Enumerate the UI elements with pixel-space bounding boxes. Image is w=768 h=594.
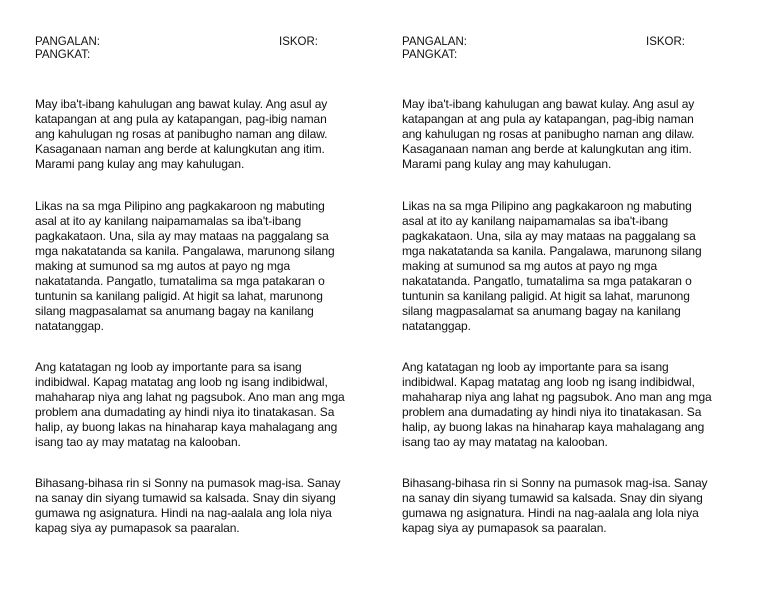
paragraph-inner-strength: Ang katatagan ng loob ay importante para sa isang indibidwal. Kapag matatag ang loob ng isang indibidwal, mahaharap niya ang lahat ng pagsubok. Ano man ang mga problem ana dumadating ay hindi niya ito tinatakasan. Sa halip, ay buong lakas na hinaharap kaya mahalagang ang isang tao ay may matatag na kalooban. xyxy=(35,360,345,449)
worksheet-right xyxy=(402,35,738,535)
worksheet-header xyxy=(402,35,738,63)
group-label: PANGKAT: xyxy=(35,49,91,61)
score-label: ISKOR: xyxy=(279,36,318,48)
worksheet-header xyxy=(35,35,371,63)
paragraph-inner-strength: Ang katatagan ng loob ay importante para sa isang indibidwal. Kapag matatag ang loob ng isang indibidwal, mahaharap niya ang lahat ng pagsubok. Ano man ang mga problem ana dumadating ay hindi niya ito tinatakasan. Sa halip, ay buong lakas na hinaharap kaya mahalagang ang isang tao ay may matatag na kalooban. xyxy=(402,360,712,449)
paragraph-colors: May iba't-ibang kahulugan ang bawat kulay. Ang asul ay katapangan at ang pula ay katapangan, pag-ibig naman ang kahulugan ng rosas at panibugho naman ang dilaw. Kasaganaan naman ang berde at kalungkutan ang itim. Marami pang kulay ang may kahulugan. xyxy=(402,97,695,171)
paragraph-filipino-manners: Likas na sa mga Pilipino ang pagkakaroon ng mabuting asal at ito ay kanilang naipamamalas sa iba't-ibang pagkakataon. Una, sila ay may mataas na paggalang sa mga nakatatanda sa kanila. Pangalawa, marunong silang making at sumunod sa mg autos at payo ng mga nakatatanda. Pangatlo, tumatalima sa mga patakaran o tuntunin sa kanilang paligid. At higit sa lahat, marunong silang magpasalamat sa anumang bagay na kanilang natatanggap. xyxy=(402,199,702,333)
group-label: PANGKAT: xyxy=(402,49,458,61)
worksheet-left xyxy=(35,35,371,535)
name-label: PANGALAN: xyxy=(402,36,467,48)
paragraph-sonny: Bihasang-bihasa rin si Sonny na pumasok mag-isa. Sanay na sanay din siyang tumawid sa kalsada. Snay din siyang gumawa ng asignatura. Hindi na nag-aalala ang lola niya kapag siya ay pumapasok sa paaralan. xyxy=(402,476,708,535)
paragraph-sonny: Bihasang-bihasa rin si Sonny na pumasok mag-isa. Sanay na sanay din siyang tumawid sa kalsada. Snay din siyang gumawa ng asignatura. Hindi na nag-aalala ang lola niya kapag siya ay pumapasok sa paaralan. xyxy=(35,476,341,535)
paragraph-colors: May iba't-ibang kahulugan ang bawat kulay. Ang asul ay katapangan at ang pula ay katapangan, pag-ibig naman ang kahulugan ng rosas at panibugho naman ang dilaw. Kasaganaan naman ang berde at kalungkutan ang itim. Marami pang kulay ang may kahulugan. xyxy=(35,97,328,171)
paragraph-filipino-manners: Likas na sa mga Pilipino ang pagkakaroon ng mabuting asal at ito ay kanilang naipamamalas sa iba't-ibang pagkakataon. Una, sila ay may mataas na paggalang sa mga nakatatanda sa kanila. Pangalawa, marunong silang making at sumunod sa mg autos at payo ng mga nakatatanda. Pangatlo, tumatalima sa mga patakaran o tuntunin sa kanilang paligid. At higit sa lahat, marunong silang magpasalamat sa anumang bagay na kanilang natatanggap. xyxy=(35,199,335,333)
name-label: PANGALAN: xyxy=(35,36,100,48)
score-label: ISKOR: xyxy=(646,36,685,48)
